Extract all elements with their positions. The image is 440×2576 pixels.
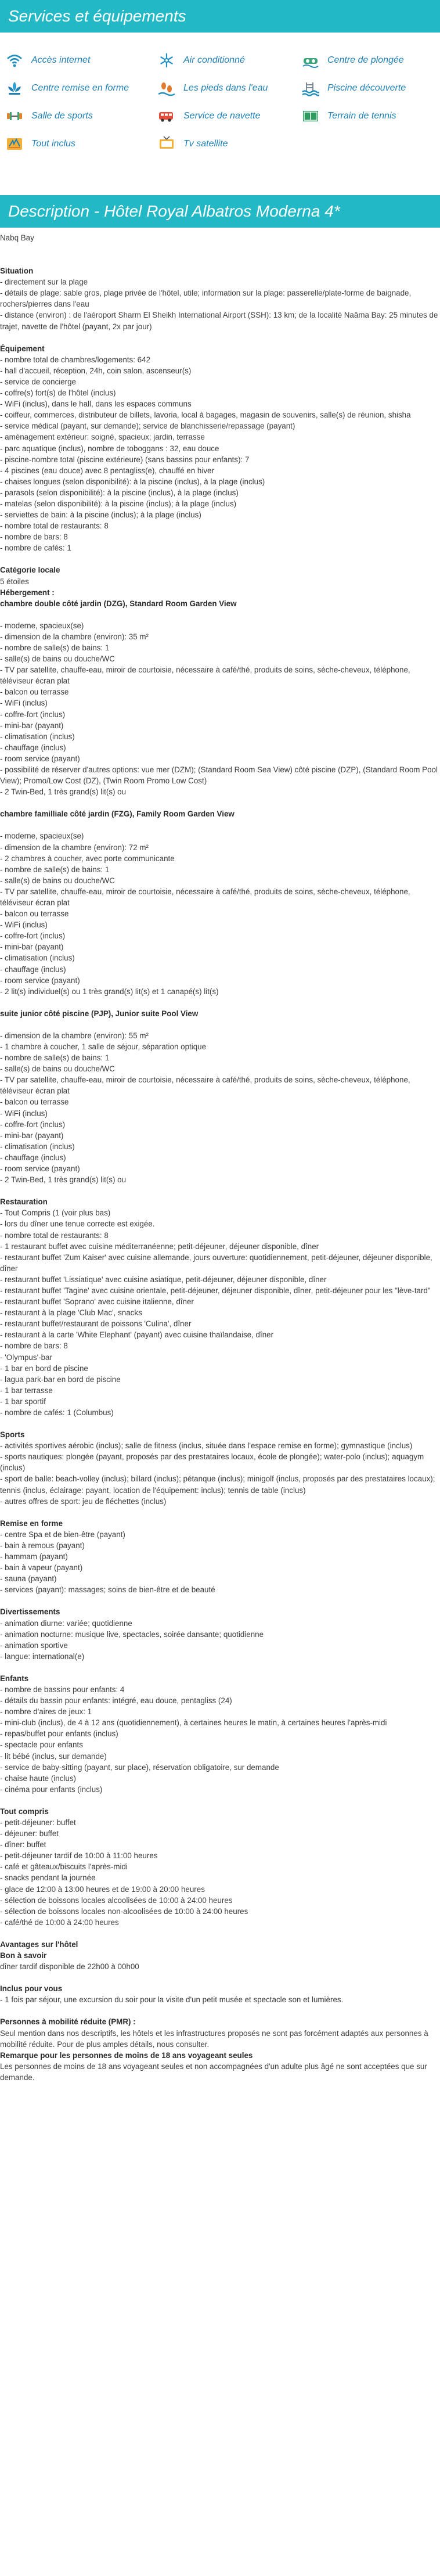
description-line: - nombre total de restaurants: 8 bbox=[0, 1231, 109, 1240]
description-line: - services (payant): massages; soins de bien-être et de beauté bbox=[0, 1585, 215, 1595]
spacer bbox=[0, 1972, 440, 1983]
spacer bbox=[0, 553, 440, 564]
description-line: - 'Olympus'-bar bbox=[0, 1352, 52, 1362]
description-line: - service de baby-sitting (payant, sur place), réservation obligatoire, sur demande bbox=[0, 1762, 279, 1772]
description-line: - restaurant buffet 'Tagine' avec cuisine orientale, petit-déjeuner, déjeuner disponible, dîner, petit-déjeuner pour les "lève-tard" bbox=[0, 1286, 431, 1295]
spacer bbox=[0, 243, 440, 254]
footprints-icon bbox=[157, 80, 176, 97]
description-line: - nombre d'aires de jeux: 1 bbox=[0, 1707, 92, 1717]
service-diving bbox=[301, 46, 435, 74]
room-line: - 2 chambres à coucher, avec porte communicante bbox=[0, 854, 175, 863]
description-line: - 1 bar sportif bbox=[0, 1397, 46, 1406]
description-line: - restaurant à la carte 'White Elephant' (payant) avec cuisine thaïlandaise, dîner bbox=[0, 1330, 274, 1340]
room-line: - TV par satellite, chauffe-eau, miroir de courtoisie, nécessaire à café/thé, produits de soins, sèche-cheveux, téléphone, téléviseur écran plat bbox=[0, 887, 413, 907]
room-line: - 1 chambre à coucher, 1 salle de séjour, séparation optique bbox=[0, 1042, 207, 1051]
section-heading-text: Sports bbox=[0, 1430, 25, 1440]
description-line: - nombre de bassins pour enfants: 4 bbox=[0, 1685, 125, 1694]
service-fitness-center bbox=[5, 74, 157, 102]
description-line: - restaurant buffet 'Lissiatique' avec cuisine asiatique, petit-déjeuner, déjeuner disponible, dîner bbox=[0, 1275, 327, 1284]
remise-heading bbox=[0, 1518, 440, 1529]
tennis-icon bbox=[301, 107, 320, 125]
description-line: - spectacle pour enfants bbox=[0, 1740, 83, 1750]
shuttle-icon bbox=[157, 107, 176, 125]
description-line: - service de concierge bbox=[0, 377, 76, 386]
room-line: - nombre de salle(s) de bains: 1 bbox=[0, 1053, 110, 1063]
description-line: - hammam (payant) bbox=[0, 1552, 68, 1562]
description-line: - snacks pendant la journée bbox=[0, 1873, 96, 1883]
spacer bbox=[0, 1795, 440, 1806]
divertissements-heading bbox=[0, 1606, 440, 1617]
description-line: - nombre de cafés: 1 bbox=[0, 544, 71, 553]
description-line: - service médical (payant, sur demande); service de blanchisserie/repassage (payant) bbox=[0, 422, 295, 431]
description-line: - petit-déjeuner: buffet bbox=[0, 1818, 76, 1827]
section-heading-text: Hébergement : bbox=[0, 588, 55, 597]
room-line: - mini-bar (payant) bbox=[0, 942, 64, 952]
room-line: - dimension de la chambre (environ): 55 m² bbox=[0, 1031, 149, 1040]
description-line: - WiFi (inclus), dans le hall, dans les espaces communs bbox=[0, 400, 192, 409]
remarque-heading bbox=[0, 2050, 440, 2061]
description-line: dîner tardif disponible de 22h00 à 00h00 bbox=[0, 1962, 139, 1971]
description-line: - café/thé de 10:00 à 24:00 heures bbox=[0, 1917, 119, 1927]
snowflake-icon bbox=[157, 52, 176, 69]
spacer bbox=[0, 1662, 440, 1673]
section-heading-text: chambre double côté jardin (DZG), Standard Room Garden View bbox=[0, 599, 237, 608]
service-pool bbox=[301, 74, 435, 102]
categorie-value: 5 étoiles bbox=[0, 577, 29, 586]
description-line: - repas/buffet pour enfants (inclus) bbox=[0, 1729, 118, 1739]
service-label: Piscine découverte bbox=[327, 83, 406, 93]
avantages-heading bbox=[0, 1939, 440, 1950]
description-line: - sélection de boissons locales alcoolisées de 10:00 à 24:00 heures bbox=[0, 1895, 233, 1905]
description-line: Seul mention dans nos descriptifs, les hôtels et les infrastructures proposés ne sont pas forcément adaptés aux personnes à mobilité réduite. Pour de plus amples détails, nous consulter. bbox=[0, 2028, 431, 2049]
equipement-heading bbox=[0, 343, 440, 354]
description-line: - animation sportive bbox=[0, 1640, 68, 1650]
room-line: - possibilité de réserver d'autres options: vue mer (DZM); (Standard Room Sea View) côté piscine (DZP), (Standard Room Pool View); Promo/Low Cost (DZ), (Twin Room Promo Low Cost) bbox=[0, 765, 440, 786]
room-line: - room service (payant) bbox=[0, 976, 80, 985]
spacer bbox=[0, 1418, 440, 1429]
tv-icon bbox=[157, 135, 176, 153]
room-line: - chauffage (inclus) bbox=[0, 743, 66, 752]
description-line: - aménagement extérieur: soigné, spacieux; jardin, terrasse bbox=[0, 433, 205, 442]
service-label: Tv satellite bbox=[183, 139, 228, 149]
description-line: - animation diurne: variée; quotidienne bbox=[0, 1618, 132, 1628]
description-line: - sauna (payant) bbox=[0, 1574, 57, 1584]
avantages-subheading bbox=[0, 1950, 440, 1961]
service-label: Les pieds dans l'eau bbox=[183, 83, 268, 93]
pmr-heading bbox=[0, 2016, 440, 2027]
description-line: - 1 restaurant buffet avec cuisine méditerranéenne; petit-déjeuner, déjeuner disponible, dîner bbox=[0, 1242, 319, 1251]
situation-heading bbox=[0, 265, 440, 276]
service-label: Air conditionné bbox=[183, 55, 245, 65]
room-line: - room service (payant) bbox=[0, 1164, 80, 1174]
description-line: - chaises longues (selon disponibilité): à la piscine (inclus), à la plage (inclus) bbox=[0, 477, 265, 486]
room-line: - salle(s) de bains ou douche/WC bbox=[0, 876, 115, 885]
section-heading-text: Remise en forme bbox=[0, 1519, 63, 1528]
room-line: - 2 Twin-Bed, 1 très grand(s) lit(s) ou bbox=[0, 1175, 127, 1185]
section-heading-text: Inclus pour vous bbox=[0, 1984, 63, 1994]
description-line: - lit bébé (inclus, sur demande) bbox=[0, 1751, 107, 1761]
room-line: - coffre-fort (inclus) bbox=[0, 931, 66, 941]
room-line: - 2 Twin-Bed, 1 très grand(s) lit(s) ou bbox=[0, 787, 127, 797]
services-title: Services et équipements bbox=[0, 0, 440, 33]
description-line: - serviettes de bain: à la piscine (inclus); à la plage (inclus) bbox=[0, 510, 201, 520]
room-line: - balcon ou terrasse bbox=[0, 909, 69, 919]
room-line: - balcon ou terrasse bbox=[0, 1098, 69, 1107]
description-line: - restaurant buffet/restaurant de poissons 'Culina', dîner bbox=[0, 1319, 192, 1329]
room-line: - coffre-fort (inclus) bbox=[0, 1120, 66, 1129]
description-line: - coiffeur, commerces, distributeur de billets, lavoria, local à bagages, magasin de souvenirs, salle(s) de réunion, shisha bbox=[0, 411, 411, 420]
description-line: - hall d'accueil, réception, 24h, coin salon, ascenseur(s) bbox=[0, 366, 192, 375]
description-line: - bain à remous (payant) bbox=[0, 1541, 85, 1550]
service-gym bbox=[5, 102, 157, 130]
description-line: - 1 bar en bord de piscine bbox=[0, 1363, 88, 1373]
service-aircon bbox=[157, 46, 301, 74]
room-line: - WiFi (inclus) bbox=[0, 699, 48, 708]
room-line: - WiFi (inclus) bbox=[0, 920, 48, 930]
spacer bbox=[0, 819, 440, 830]
description-line: - déjeuner: buffet bbox=[0, 1829, 59, 1839]
description-line: - centre Spa et de bien-être (payant) bbox=[0, 1530, 125, 1539]
spacer bbox=[0, 2005, 440, 2016]
section-heading-text: Divertissements bbox=[0, 1607, 60, 1617]
room-line: - moderne, spacieux(se) bbox=[0, 621, 84, 630]
section-heading-text: Équipement bbox=[0, 344, 45, 353]
spacer bbox=[0, 797, 440, 808]
section-heading-text: Enfants bbox=[0, 1674, 29, 1683]
inclus-heading bbox=[0, 1983, 440, 1994]
description-line: - restaurant buffet 'Zum Kaiser' avec cuisine allemande, jours ouverture: quotidiennement, petit-déjeuner, déjeuner disponible, dîner bbox=[0, 1253, 435, 1273]
description-line: - 4 piscines (eau douce) avec 8 pentagliss(e), chauffé en hiver bbox=[0, 466, 214, 475]
description-line: - langue: international(e) bbox=[0, 1652, 85, 1661]
service-satellite-tv bbox=[157, 130, 301, 158]
pool-icon bbox=[301, 80, 320, 97]
room-line: - salle(s) de bains ou douche/WC bbox=[0, 654, 115, 664]
description-line: - nombre de bars: 8 bbox=[0, 533, 68, 542]
description-line: - parc aquatique (inclus), nombre de toboggans : 32, eau douce bbox=[0, 444, 219, 453]
service-all-inclusive bbox=[5, 130, 157, 158]
section-heading-text: Avantages sur l'hôtel bbox=[0, 1940, 78, 1949]
room-line: - nombre de salle(s) de bains: 1 bbox=[0, 865, 110, 874]
room-line: - mini-bar (payant) bbox=[0, 1131, 64, 1140]
description-line: - nombre total de restaurants: 8 bbox=[0, 521, 109, 531]
service-label: Terrain de tennis bbox=[327, 111, 396, 121]
room-line: - nombre de salle(s) de bains: 1 bbox=[0, 643, 110, 652]
description-line: - bain à vapeur (payant) bbox=[0, 1563, 83, 1573]
section-heading-text: chambre familliale côté jardin (FZG), Family Room Garden View bbox=[0, 810, 235, 819]
service-beachfront bbox=[157, 74, 301, 102]
section-heading-text: Catégorie locale bbox=[0, 566, 60, 575]
section-heading-text: Tout compris bbox=[0, 1807, 49, 1816]
section-heading-text: Remarque pour les personnes de moins de 18 ans voyageant seules bbox=[0, 2050, 253, 2060]
description-line: - nombre de cafés: 1 (Columbus) bbox=[0, 1408, 114, 1417]
dumbbell-icon bbox=[5, 107, 24, 125]
description-line: - coffre(s) fort(s) de l'hôtel (inclus) bbox=[0, 388, 116, 398]
spacer bbox=[0, 609, 440, 620]
diving-icon bbox=[301, 52, 320, 69]
spacer bbox=[0, 1185, 440, 1196]
services-grid bbox=[0, 33, 440, 195]
hebergement-heading bbox=[0, 587, 440, 598]
service-label: Accès internet bbox=[31, 55, 91, 65]
description-line: - nombre de bars: 8 bbox=[0, 1341, 68, 1351]
description-line: - restaurant à la plage 'Club Mac', snacks bbox=[0, 1308, 142, 1318]
description-line: - sport de balle: beach-volley (inclus); billard (inclus); pétanque (inclus); minigolf (inclus, proposés par des prestataires locaux); tennis (inclus, éclairage: payant, location de l'équipement: inclus); tennis de table (inclus) bbox=[0, 1474, 438, 1495]
enfants-heading bbox=[0, 1673, 440, 1684]
description-line: - mini-club (inclus), de 4 à 12 ans (quotidiennement), à certaines heures le matin, à certaines heures l'après-midi bbox=[0, 1718, 387, 1728]
description-line: - détails de plage: sable gros, plage privée de l'hôtel, utile; information sur la plage: passerelle/plate-forme de baignade, rochers/pierres dans l'eau bbox=[0, 289, 413, 309]
room-line: - chauffage (inclus) bbox=[0, 965, 66, 974]
spacer bbox=[0, 997, 440, 1008]
description-line: - animation nocturne: musique live, spectacles, soirée dansante; quotidienne bbox=[0, 1629, 264, 1639]
description-line: - dîner: buffet bbox=[0, 1840, 46, 1850]
spacer bbox=[0, 332, 440, 343]
description-line: - glace de 12:00 à 13:00 heures et de 19:00 à 20:00 heures bbox=[0, 1884, 205, 1894]
service-label: Centre remise en forme bbox=[31, 83, 129, 93]
room-line: - dimension de la chambre (environ): 35 m² bbox=[0, 632, 149, 641]
room-title bbox=[0, 808, 440, 819]
spacer bbox=[0, 1595, 440, 1606]
room-line: - climatisation (inclus) bbox=[0, 954, 75, 963]
description-line: - cinéma pour enfants (inclus) bbox=[0, 1785, 103, 1794]
description-line: - détails du bassin pour enfants: intégré, eau douce, pentagliss (24) bbox=[0, 1696, 232, 1706]
restauration-heading bbox=[0, 1196, 440, 1207]
description-line: - sélection de boissons locales non-alcoolisées de 10:00 à 24:00 heures bbox=[0, 1906, 248, 1916]
description-line: - matelas (selon disponibilité): à la piscine (inclus); à la plage (inclus) bbox=[0, 499, 237, 508]
description-line: - lors du dîner une tenue correcte est exigée. bbox=[0, 1219, 155, 1229]
description-body bbox=[0, 228, 440, 2083]
service-label: Salle de sports bbox=[31, 111, 93, 121]
section-heading-text: Situation bbox=[0, 267, 34, 276]
room-line: - moderne, spacieux(se) bbox=[0, 832, 84, 841]
service-shuttle bbox=[157, 102, 301, 130]
room-line: - 2 lit(s) individuel(s) ou 1 très grand(s) lit(s) et 1 canapé(s) lit(s) bbox=[0, 987, 219, 996]
description-line: - sports nautiques: plongée (payant, proposés par des prestataires locaux, école de plongée); water-polo (inclus); aquagym (inclus) bbox=[0, 1452, 426, 1473]
room-line: - climatisation (inclus) bbox=[0, 732, 75, 741]
room-line: - balcon ou terrasse bbox=[0, 688, 69, 697]
description-line: - nombre total de chambres/logements: 642 bbox=[0, 355, 151, 364]
spacer bbox=[0, 254, 440, 265]
section-heading-text: Personnes à mobilité réduite (PMR) : bbox=[0, 2017, 136, 2027]
description-line: - lagua park-bar en bord de piscine bbox=[0, 1375, 121, 1384]
description-line: - Tout Compris (1 (voir plus bas) bbox=[0, 1208, 111, 1218]
room-line: - dimension de la chambre (environ): 72 m² bbox=[0, 843, 149, 852]
description-line: - 1 fois par séjour, une excursion du soir pour la visite d'un petit musée et spectacle son et lumières. bbox=[0, 1995, 344, 2005]
description-line: - directement sur la plage bbox=[0, 278, 88, 287]
service-label: Service de navette bbox=[183, 111, 261, 121]
room-line: - coffre-fort (inclus) bbox=[0, 710, 66, 719]
section-heading-text: Bon à savoir bbox=[0, 1951, 47, 1960]
description-line: - autres offres de sport: jeu de fléchettes (inclus) bbox=[0, 1496, 167, 1506]
room-title bbox=[0, 1008, 440, 1019]
tout-compris-heading bbox=[0, 1806, 440, 1817]
section-heading-text: Restauration bbox=[0, 1197, 48, 1207]
description-line: - chaise haute (inclus) bbox=[0, 1773, 76, 1783]
section-heading-text: suite junior côté piscine (PJP), Junior suite Pool View bbox=[0, 1009, 199, 1018]
spacer bbox=[0, 1507, 440, 1518]
service-label: Tout inclus bbox=[31, 139, 75, 149]
room-title bbox=[0, 598, 440, 609]
room-line: - salle(s) de bains ou douche/WC bbox=[0, 1064, 115, 1074]
room-line: - chauffage (inclus) bbox=[0, 1153, 66, 1162]
room-line: - climatisation (inclus) bbox=[0, 1142, 75, 1151]
spacer bbox=[0, 1019, 440, 1030]
service-internet bbox=[5, 46, 157, 74]
description-line: Les personnes de moins de 18 ans voyageant seules et non accompagnées d'un adulte plus âgé ne sont acceptées que sur demande. bbox=[0, 2061, 430, 2082]
room-line: - TV par satellite, chauffe-eau, miroir de courtoisie, nécessaire à café/thé, produits de soins, sèche-cheveux, téléphone, téléviseur écran plat bbox=[0, 1075, 413, 1096]
room-line: - mini-bar (payant) bbox=[0, 721, 64, 730]
room-line: - TV par satellite, chauffe-eau, miroir de courtoisie, nécessaire à café/thé, produits de soins, sèche-cheveux, téléphone, téléviseur écran plat bbox=[0, 665, 413, 686]
all-inclusive-icon bbox=[5, 135, 24, 153]
description-line: - petit-déjeuner tardif de 10:00 à 11:00 heures bbox=[0, 1851, 158, 1861]
service-label: Centre de plongée bbox=[327, 55, 404, 65]
categorie-heading bbox=[0, 564, 440, 575]
description-line: - 1 bar terrasse bbox=[0, 1386, 53, 1395]
description-line: - parasols (selon disponibilité): à la piscine (inclus), à la plage (inclus) bbox=[0, 488, 239, 497]
description-line: - café et gâteaux/biscuits l'après-midi bbox=[0, 1862, 128, 1872]
room-line: - WiFi (inclus) bbox=[0, 1109, 48, 1118]
description-line: - restaurant buffet 'Soprano' avec cuisine italienne, dîner bbox=[0, 1297, 194, 1307]
spacer bbox=[0, 1928, 440, 1939]
spa-icon bbox=[5, 80, 24, 97]
description-title: Description - Hôtel Royal Albatros Moderna 4* bbox=[0, 195, 440, 228]
room-line: - room service (payant) bbox=[0, 754, 80, 763]
service-tennis bbox=[301, 102, 435, 130]
description-line: - distance (environ) : de l'aéroport Sharm El Sheikh International Airport (SSH): 13 km; de la localité Naâma Bay: 25 minutes de trajet, navette de l'hôtel (payant, 2x par jour) bbox=[0, 311, 440, 331]
sports-heading bbox=[0, 1429, 440, 1440]
description-line: - piscine-nombre total (piscine extérieure) (sans bassins pour enfants): 7 bbox=[0, 455, 250, 464]
wifi-icon bbox=[5, 52, 24, 69]
location-text: Nabq Bay bbox=[0, 233, 34, 242]
description-line: - activités sportives aérobic (inclus); salle de fitness (inclus, située dans l'espace remise en forme); gymnastique (inclus) bbox=[0, 1441, 413, 1451]
